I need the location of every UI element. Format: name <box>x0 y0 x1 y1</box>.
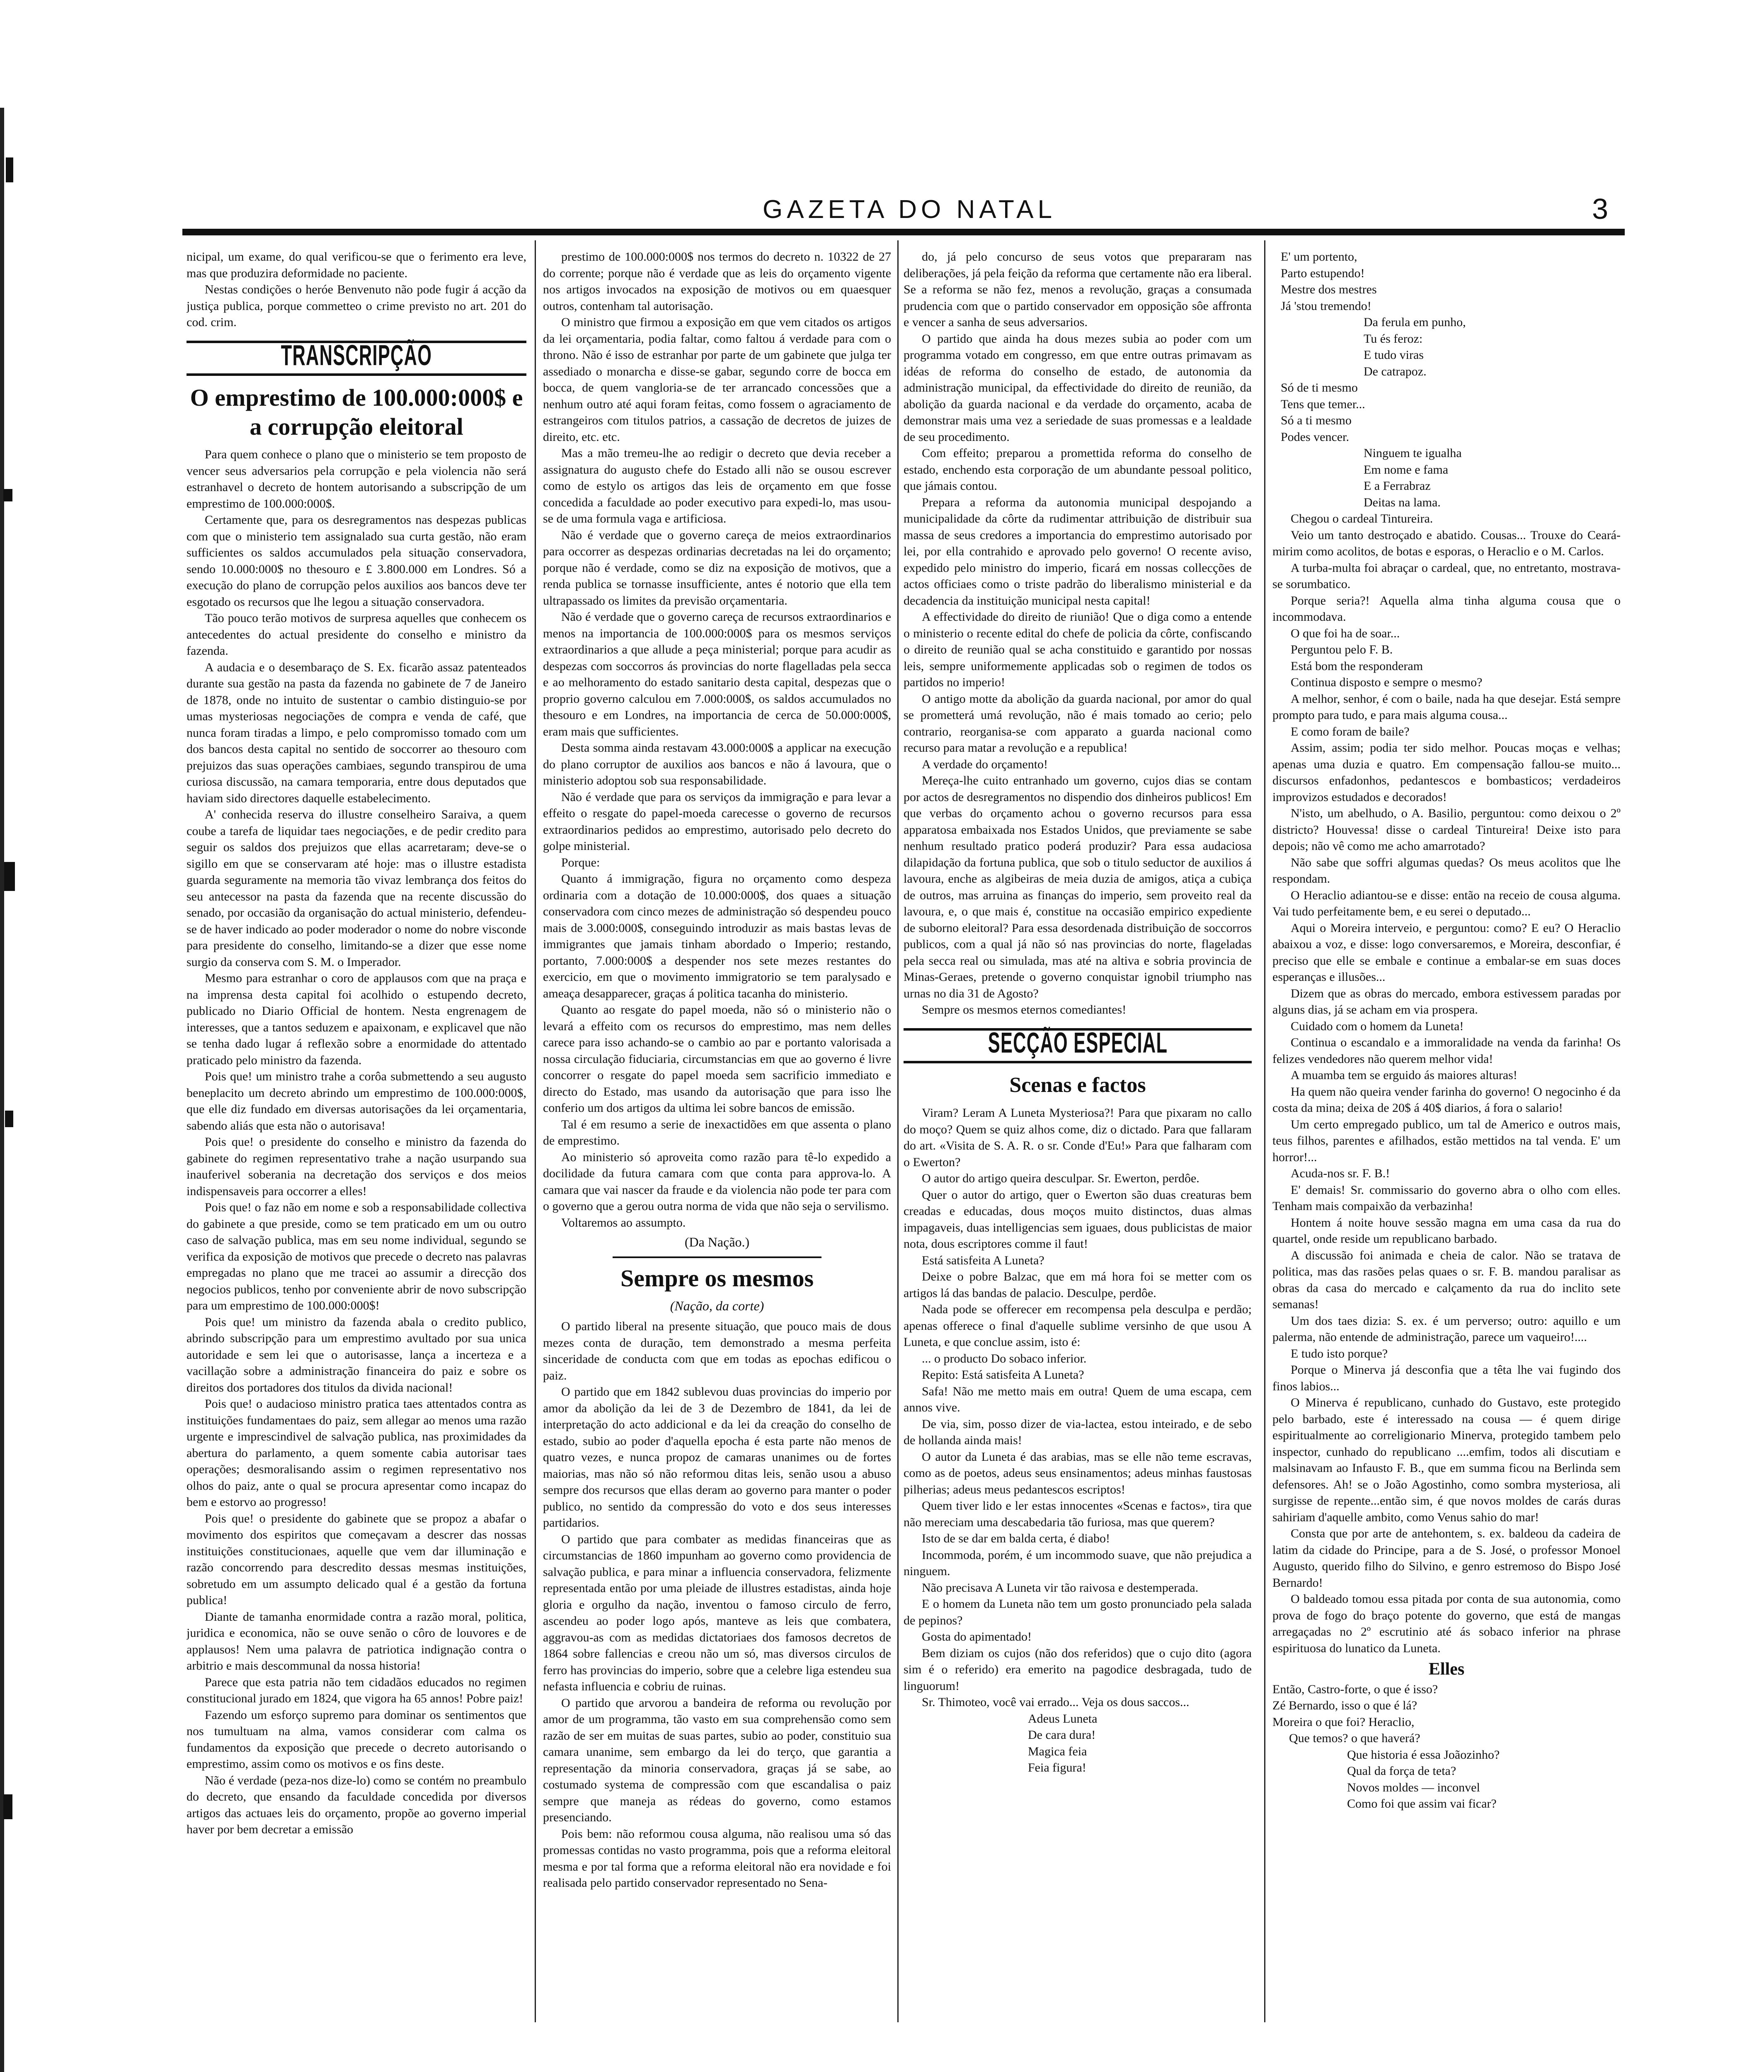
paragraph: Quanto á immigração, figura no orçamento como despeza ordinaria com a dotação de 10.000:000$, dos quaes a situação conservadora com cinco mezes de administração só despendeu pouco mais de 3.000:000$, conseguindo introduzir as mais bastas levas de immigrantes que jamais tinham abordado o Imperio; restando, portanto, 7.000:000$ a despender nos sete mezes restantes do exercicio, em que o movimento immigratorio se tem paralysado e ameaça desapparecer, graças á politica tacanha do ministerio. <box>543 872 891 1000</box>
column-separator <box>897 240 899 2022</box>
page-number: 3 <box>1592 193 1608 225</box>
paragraph: Deixe o pobre Balzac, que em má hora foi se metter com os artigos lá das bandas de palacio. Desculpe, perdôe. <box>904 1270 1252 1300</box>
paragraph: Não é verdade que o governo careça de meios extraordinarios para occorrer as despezas ordinarias decretadas na lei do orçamento; porque não é verdade, como se diz na exposição de motivos, que a renda publica se tornasse insufficiente, antes é notorio que ella tem ultrapassado os limites da previsão orçamentaria. <box>543 528 891 608</box>
paragraph: Não é verdade (peza-nos dize-lo) como se contém no preambulo do decreto, que ensando da faculdade concedida por diversos artigos das actuaes leis do orçamento, propõe ao governo imperial haver por bem decretar a emissão <box>187 1773 526 1836</box>
paragraph: Hontem á noite houve sessão magna em uma casa da rua do quartel, onde reside um republicano barbado. <box>1272 1215 1621 1246</box>
verse-line: Como foi que assim vai ficar? <box>1347 1797 1497 1811</box>
paragraph: Acuda-nos sr. F. B.! <box>1291 1167 1390 1180</box>
paragraph: Não sabe que soffri algumas quedas? Os meus acolitos que lhe respondam. <box>1272 855 1621 886</box>
verse-line: Feia figura! <box>1028 1761 1086 1774</box>
paragraph: Continua o escandalo e a immoralidade na venda da farinha! Os felizes vendedores não querem melhor vida! <box>1272 1036 1621 1066</box>
paragraph: Não é verdade que para os serviços da immigração e para levar a effeito o resgate do papel-moeda carecesse o governo de recursos extraordinarios pedidos ao emprestimo, autorisado pelo decreto do golpe ministerial. <box>543 790 891 853</box>
verse-block <box>1272 1681 1621 1812</box>
paragraph: O ministro que firmou a exposição em que vem citados os artigos da lei orçamentaria, podia faltar, como faltou á verdade para com o throno. Não é isso de estranhar por parte de um gabinete que julga ter assediado o monarcha e disse-se gabar, segundo corre de bocca em bocca, de quem vangloria-se de ter arrancado concessões que a nenhum outro até aqui foram feitas, como fossem o agraciamento de estrangeiros com titulos patrios, a cassação de decretos de juizes de direito, etc. etc. <box>543 315 891 444</box>
verse-line: Só a ti mesmo <box>1281 414 1352 427</box>
paragraph: E tudo isto porque? <box>1291 1346 1388 1360</box>
paragraph: Está satisfeita A Luneta? <box>922 1253 1044 1267</box>
paragraph: Mesmo para estranhar o coro de applausos com que na praça e na imprensa desta capital foi acolhido o estupendo decreto, publicado no Diario Official de hontem. Nesta engrenagem de interesses, que a tantos seduzem e apaixonam, e explicavel que não se tenha dado lugar á reflexão sobre a enormidade do attentado praticado pelo ministro da fazenda. <box>187 971 526 1067</box>
verse-line: Zé Bernardo, isso o que é lá? <box>1272 1699 1418 1712</box>
paragraph: Porque: <box>561 855 600 869</box>
paragraph: Pois que! o faz não em nome e sob a responsabilidade collectiva do gabinete a que preside, como se tem praticado em um ou outro caso de salvação publica, mas em seu nome individual, segundo se verifica da exposição de motivos que precede o decreto nas palavras empregadas no plano que me tracei ao assumir a direcção dos negocios publicos, tenho por conveniente abrir de novo subscripção para um emprestimo de 100.000:000$! <box>187 1201 526 1312</box>
paragraph: Mereça-lhe cuito entranhado um governo, cujos dias se contam por actos de desregramentos no dispendio dos dinheiros publicos! Em que verbas do orçamento achou o governo recursos para essa apparatosa embaixada nos Estados Unidos, que previamente se sabe nenhum resultado pratico poderá produzir? Para essa audaciosa dilapidação da fortuna publica, que sob o titulo seductor de auxilios á lavoura, enche as algibeiras de meia duzia de amigos, atiça a cubiça de outros, mas arruina as finanças do imperio, sem proveito real da lavoura, e, o que mais é, constitue na occasião empirico expediente de suborno eleitoral? Para essa desordenada distribuição de soccorros publicos, com a qual já não só nas provincias do norte, flageladas pela secca real ou simulada, mas até na altiva e sobria provincia de Minas-Geraes, pretende o governo conquistar ignobil triumpho nas urnas no dia 31 de Agosto? <box>904 774 1252 1000</box>
article-title: O emprestimo de 100.000:000$ e a corrupção eleitoral <box>190 384 523 440</box>
paragraph: Para quem conhece o plano que o ministerio se tem proposto de vencer seus adversarios pela corrupção e pela violencia não será estranhavel o decreto de hontem autorisando a subscripção de um emprestimo de 100.000:000$. <box>187 448 526 511</box>
column-separator <box>1264 240 1265 2022</box>
paragraph: Pois que! o presidente do conselho e ministro da fazenda do gabinete do regimen representativo trahe a nação usurpando sua inauferivel soberania na decretação dos serviços e dos meios indispensaveis para occorrer a elles! <box>187 1135 526 1198</box>
paragraph: A muamba tem se erguido ás maiores alturas! <box>1291 1068 1517 1082</box>
newspaper-masthead <box>182 195 1625 224</box>
verse-line: De catrapoz. <box>1364 364 1427 378</box>
article-title: Sempre os mesmos <box>620 1264 814 1292</box>
section-title-elles: Elles <box>1428 1660 1465 1679</box>
column-1 <box>187 249 526 2014</box>
paragraph: Ha quem não queira vender farinha do governo! O negocinho é da costa da mina; deixa de 20$ á 40$ diarios, á fora o salario! <box>1272 1084 1621 1115</box>
paragraph: Pois que! o audacioso ministro pratica taes attentados contra as instituições fundamentaes do paiz, sem allegar ao menos uma razão urgente e imprescindivel de salvação publica, nas proximidades da abertura do parlamento, a quem somente cabia autorisar taes operações; desmoralisando assim o regimen representativo nos olhos do paiz, ante o qual se procura apresentar como incapaz do bem e estorvo ao progresso! <box>187 1397 526 1509</box>
paragraph: Porque seria?! Aquella alma tinha alguma cousa que o incommodava. <box>1272 593 1621 624</box>
article-body <box>904 249 1252 1018</box>
paragraph: Sr. Thimoteo, você vai errado... Veja os dous saccos... <box>922 1695 1190 1709</box>
article-body <box>187 446 526 1838</box>
section-header-transcripcao <box>187 341 526 376</box>
paragraph: O Heraclio adiantou-se e disse: então na receio de cousa alguma. Vai tudo perfeitamente bem, e eu serei o deputado... <box>1272 888 1621 918</box>
paragraph: Quer o autor do artigo, quer o Ewerton são duas creaturas bem creadas e educadas, dous moços muito distinctos, duas almas impagaveis, duas intelligencias sem iguaes, dous publicistas de maior nota, dous escriptores comme il faut! <box>904 1188 1252 1251</box>
paragraph: Porque o Minerva já desconfia que a têta lhe vai fugindo dos finos labios... <box>1272 1363 1621 1393</box>
paragraph: O Minerva é republicano, cunhado do Gustavo, este protegido pelo barbado, este é interessado na cousa — é quem dirige espiritualmente ao correligionario Minerva, protegido tambem pelo inspector, cunhado do republicano ....emfim, todos ali discutiam e malsinavam ao Infausto F. B., que em summa ficou na Berlinda sem defensores. Ah! se o João Agostinho, como sombra mysteriosa, ali surgisse de repente...então sim, é que novos moldes de carás duras sahiriam d'aquelle ambito, como Venus sahio do mar! <box>1272 1396 1621 1524</box>
paragraph: do, já pelo concurso de seus votos que prepararam nas deliberações, já pela feição da reforma que certamente não era liberal. Se a reforma se não fez, menos a revolução, graças a consumada prudencia com que o partido conservador em opposição sôe affronta e vencer a sanha de seus adversarios. <box>904 250 1252 329</box>
verse-line: Então, Castro-forte, o que é isso? <box>1272 1682 1438 1696</box>
verse-line: Que temos? o que haverá? <box>1289 1731 1420 1745</box>
divider <box>613 1256 821 1258</box>
article-title: Scenas e factos <box>1009 1073 1146 1097</box>
paragraph: De via, sim, posso dizer de via-lactea, estou inteirado, e de sebo de hollanda ainda mais! <box>904 1417 1252 1447</box>
paragraph: Chegou o cardeal Tintureira. <box>1291 512 1433 525</box>
column-3 <box>904 249 1252 2014</box>
verse-line: Ninguem te igualha <box>1364 446 1462 460</box>
section-header-seccao-especial <box>904 1028 1252 1064</box>
verse-line: E tudo viras <box>1364 348 1424 362</box>
verse-line: Parto estupendo! <box>1281 266 1365 280</box>
paragraph: O partido que ainda ha dous mezes subia ao poder com um programma votado em congresso, em que entre outras primavam as idéas de reforma do conselho de estado, de autonomia da administração municipal, da effectividade do direito de reunião, da abolição da guarda nacional e da verdade do orçamento, acaba de demonstrar mais uma vez a seriedade de suas promessas e a lealdade de seu procedimento. <box>904 332 1252 444</box>
section-label: TRANSCRIPÇÃO <box>281 339 432 371</box>
verse-line: Qual da força de teta? <box>1347 1764 1456 1778</box>
verse-line: Que historia é essa Joãozinho? <box>1347 1748 1500 1762</box>
paragraph: prestimo de 100.000:000$ nos termos do decreto n. 10322 de 27 do corrente; porque não é verdade que as leis do orçamento vigente nos artigos invocados na exposição de motivos ou em quaesquer outros, contenham tal autorisação. <box>543 250 891 313</box>
paragraph: Assim, assim; podia ter sido melhor. Poucas moças e velhas; apenas uma duzia e quatro. Em compensação fallou-se muito... discursos enfadonhos, pedantescos e bombasticos; verdadeiros improvizos estudados e decorados! <box>1272 741 1621 804</box>
paragraph: A audacia e o desembaraço de S. Ex. ficarão assaz patenteados durante sua gestão na pasta da fazenda no gabinete de 7 de Janeiro de 1878, onde no intuito de sustentar o cambio distinguio-se por umas mysteriosas negociações de compra e venda de café, que nunca foram tiradas a limpo, e pelo compromisso tomado com um dos bancos desta capital no sentido de soccorrer ao thesouro com prejuizos das suas operações cambiaes, segundo transpirou de uma curiosa discussão, na camara temporaria, entre dous deputados que haviam sido directores daquelle estabelecimento. <box>187 660 526 805</box>
paragraph: Parece que esta patria não tem cidadãos educados no regimen constitucional jurado em 1824, que vigora ha 65 annos! Pobre paiz! <box>187 1675 526 1705</box>
paragraph: O partido liberal na presente situação, que pouco mais de dous mezes conta de duração, tem demonstrado a mesma perfeita sinceridade de conducta com que em todas as epochas edificou o paiz. <box>543 1319 891 1382</box>
paragraph: O partido que em 1842 sublevou duas provincias do imperio por amor da abolição da lei de 3 de Dezembro de 1841, da lei de interpretação do acto addicional e da lei da creação do conselho de estado, subio ao poder d'aquella epocha é esta parte não menos de quatro vezes, e nunca propoz de camaras unanimes ou de fortes maiorias, mas não só não reformou ditas leis, senão usou a abuso sempre dos recursos que ellas deram ao governo para manter o poder publico, no sentido da compressão do voto e dos seus interesses partidarios. <box>543 1385 891 1530</box>
verse-line: Magica feia <box>1028 1744 1087 1758</box>
paragraph: N'isto, um abelhudo, o A. Basilio, perguntou: como deixou o 2º districto? Houvessa! disse o cardeal Tintureira! Deixe isto para depois; não vê como me acho amarrotado? <box>1272 806 1621 853</box>
column-4 <box>1272 249 1621 2014</box>
paragraph: Fazendo um esforço supremo para dominar os sentimentos que nos tumultuam na alma, vamos considerar com calma os fundamentos da exposição que precede o decreto autorisando o emprestimo, assim como os motivos e os fins deste. <box>187 1708 526 1771</box>
paragraph: Tão pouco terão motivos de surpresa aquelles que conhecem os antecedentes do actual presidente do conselho e ministro da fazenda. <box>187 611 526 658</box>
verse-line: Mestre dos mestres <box>1281 283 1377 296</box>
article-body <box>543 249 891 1231</box>
paragraph: Diante de tamanha enormidade contra a razão moral, politica, juridica e economica, não se ouve senão o côro de louvores e de applausos! Nem uma palavra de patriotica indignação contra o arbitrio e mais descommunal da nossa historia! <box>187 1610 526 1673</box>
paragraph: Pois que! um ministro trahe a corôa submettendo a seu augusto beneplacito um decreto abrindo um emprestimo de 100.000:000$, que elle diz fundado em diversas autorisações da lei orçamentaria, sabendo aliás que esta não o autorisava! <box>187 1070 526 1133</box>
paragraph: A verdade do orçamento! <box>922 757 1048 771</box>
column-separator <box>535 240 536 2022</box>
article-body <box>543 1318 891 1891</box>
verse-line: Deitas na lama. <box>1364 495 1441 509</box>
verse-line: Tu és feroz: <box>1364 332 1423 346</box>
article-subtitle: (Nação, da corte) <box>670 1298 764 1313</box>
paragraph: Pois bem: não reformou cousa alguma, não realisou uma só das promessas contidas no vasto programma, pois que a reforma eleitoral mesma e por tal forma que a reforma eleitoral não era novidade e foi realisada pelo partido conservador representado no Sena- <box>543 1827 891 1890</box>
verse-line: Tens que temer... <box>1281 397 1365 411</box>
paragraph: Está bom the responderam <box>1291 659 1423 673</box>
paragraph: nicipal, um exame, do qual verificou-se que o ferimento era leve, mas que produzira deformidade no paciente. <box>187 250 526 280</box>
verse-line: Já 'stou tremendo! <box>1281 299 1371 313</box>
paragraph: Mas a mão tremeu-lhe ao redigir o decreto que devia receber a assignatura do augusto chefe do Estado alli não se ousou escrever como de estylo os artigos das leis de orçamento em que fosse concedida a faculdade ao poder executivo para expedi-lo, mas usou-se de uma formula vaga e artificiosa. <box>543 446 891 525</box>
paragraph: Aqui o Moreira interveio, e perguntou: como? E eu? O Heraclio abaixou a voz, e disse: logo conversaremos, e Moreira, desconfiar, é preciso que elle se embale e continue a embalar-se em suas doces esperanças e illusões... <box>1272 921 1621 984</box>
verse-line: Só de ti mesmo <box>1281 381 1358 395</box>
paragraph: E como foram de baile? <box>1291 724 1410 738</box>
paragraph: E' demais! Sr. commissario do governo abra o olho com elles. Tenham mais compaixão da verbazinha! <box>1272 1183 1621 1213</box>
paragraph: Desta somma ainda restavam 43.000:000$ a applicar na execução do plano corruptor de auxilios aos bancos e não á lavoura, que o ministerio adoptou sob sua responsabilidade. <box>543 741 891 787</box>
paragraph: Um dos taes dizia: S. ex. é um perverso; outro: aquillo e um palerma, não entende de administração, parece um vaqueiro!.... <box>1272 1314 1621 1344</box>
paragraph: Safa! Não me metto mais em outra! Quem de uma escapa, cem annos vive. <box>904 1384 1252 1414</box>
paragraph: Veio um tanto destroçado e abatido. Cousas... Trouxe do Ceará-mirim como acolitos, de botas e esporas, o Heraclio e o M. Carlos. <box>1272 528 1621 558</box>
paragraph: Certamente que, para os desregramentos nas despezas publicas com que o ministerio tem assignalado sua curta gestão, não eram sufficientes os saldos accumulados pela situação conservadora, sendo 10.000:000$ no thesouro e £ 3.800.000 em Londres. Só a execução do plano de corrupção pelos auxilios aos bancos deve ter esgotado os recursos que lhe legou a situação conservadora. <box>187 513 526 609</box>
paragraph: Viram? Leram A Luneta Mysteriosa?! Para que pixaram no callo do moço? Quem se quiz alhos come, diz o dictado. Para que fallaram do art. «Visita de S. A. R. o sr. Conde d'Eu!» Para que falharam com o Ewerton? <box>904 1106 1252 1169</box>
paragraph: Isto de se dar em balda certa, é diabo! <box>922 1532 1110 1545</box>
paragraph: Não precisava A Luneta vir tão raivosa e destemperada. <box>922 1581 1199 1595</box>
farewell-verse <box>1028 1711 1252 1776</box>
paragraph: Pois que! o presidente do gabinete que se propoz a abafar o movimento dos espiritos que começavam a descrer das nossas instituições constitucionaes, aquelle que vem dar illuminação e razão concorrendo para descredito dessas mesmas instituições, sobretudo em um assumpto delicado qual é a gestão da fortuna publica! <box>187 1511 526 1607</box>
paragraph: Consta que por arte de antehontem, s. ex. baldeou da cadeira de latim da cidade do Principe, para a de S. José, o professor Monoel Augusto, querido filho do Silvino, e genro estremoso do Bispo José Bernardo! <box>1272 1527 1621 1590</box>
verse-line: Da ferula em punho, <box>1364 315 1466 329</box>
paragraph: O baldeado tomou essa pitada por conta de sua autonomia, como prova de fogo do braço potente do governo, que está de mangas arregaçadas no 2º escrutinio até ás sobaco inferior na phrase espirituosa do lunatico da Luneta. <box>1272 1592 1621 1655</box>
paragraph: A melhor, senhor, é com o baile, nada ha que desejar. Está sempre prompto para tudo, e para mais alguma cousa... <box>1272 692 1621 722</box>
masthead-rule <box>182 229 1625 235</box>
paragraph: Gosta do apimentado! <box>922 1630 1032 1644</box>
section-label: SECÇÃO ESPECIAL <box>988 1026 1168 1059</box>
article-body <box>904 1105 1252 1711</box>
verse-line: De cara dura! <box>1028 1728 1096 1742</box>
paragraph: Repito: Está satisfeita A Luneta? <box>922 1368 1084 1382</box>
scan-binding-edge <box>0 0 29 2072</box>
article-body <box>1272 511 1621 1656</box>
paragraph: E o homem da Luneta não tem um gosto pronunciado pela salada de pepinos? <box>904 1597 1252 1627</box>
paragraph: Não é verdade que o governo careça de recursos extraordinarios e menos na importancia de 100.000:000$ para os mesmos serviços extraordinarios a que allude a peça ministerial; porque para acudir as despezas com soccorros ás provincias do norte flagelladas pela secca e ao melhoramento do estado sanitario desta capital, despezas que o proprio governo calculou em 7.000:000$, os saldos accumulados no thesouro e em Londres, na importancia de cerca de 50.000:000$, eram mais que sufficientes. <box>543 610 891 738</box>
verse-line: Moreira o que foi? Heraclio, <box>1272 1715 1415 1729</box>
verse-line: Adeus Luneta <box>1028 1711 1098 1726</box>
paragraph: Quem tiver lido e ler estas innocentes «Scenas e factos», tira que não mereciam uma descabedaria tão furiosa, mas que querem? <box>904 1499 1252 1529</box>
column-2 <box>543 249 891 2014</box>
paragraph: O antigo motte da abolição da guarda nacional, por amor do qual se prometterá umá revolução, não é mais tomado ao cerio; pelo contrario, reorganisa-se com apparato a guarda nacional como recurso para matar a revolução e a republica! <box>904 692 1252 755</box>
paragraph: Com effeito; preparou a promettida reforma do conselho de estado, enchendo esta corporação de um abundante pessoal politico, que jámais contou. <box>904 446 1252 493</box>
paragraph: Incommoda, porém, é um incommodo suave, que não prejudica a ninguem. <box>904 1548 1252 1578</box>
verse-block <box>1272 249 1621 511</box>
paragraph: O autor do artigo queira desculpar. Sr. Ewerton, perdôe. <box>922 1172 1199 1185</box>
verse-line: Novos moldes — inconvel <box>1347 1780 1480 1794</box>
paragraph: Quanto ao resgate do papel moeda, não só o ministerio não o levará a effeito com os recursos do emprestimo, mas nem delles carece para isso achando-se o cambio ao par e portanto valorisada a nossa circulação fiduciaria, circumstancias em que ao governo é livre concorrer o resgate do papel moeda sem sacrificio immediato e directo do Estado, mas usando da autorisação que para isso lhe conferio um dos artigos da ultima lei sobre bancos de emissão. <box>543 1003 891 1115</box>
paragraph: A discussão foi animada e cheia de calor. Não se tratava de politica, mas das rasões pelas quaes o sr. F. B. mandou paralisar as obras da casa do mercado e calçamento da rua do inclito sete semanas! <box>1272 1248 1621 1311</box>
paragraph: A effectividade do direito de riunião! Que o diga como a entende o ministerio o recente edital do chefe de policia da côrte, confiscando o direito de reunião qual se acha constituido e garantido por nossas leis, sempre uniformemente applicadas sob o regimen de todos os partidos no imperio! <box>904 610 1252 689</box>
paragraph: Nada pode se offerecer em recompensa pela desculpa e perdão; apenas offerece o final d'aquelle sublime versinho de que usou A Luneta, e que conclue assim, isto é: <box>904 1302 1252 1349</box>
paragraph: Ao ministerio só aproveita como razão para tê-lo expedido a docilidade da futura camara com que conta para approva-lo. A camara que vai nascer da fraude e da violencia não pode ter para com o governo que a gerou outra norma de vida que não seja o servilismo. <box>543 1150 891 1213</box>
paragraph: O partido que para combater as medidas financeiras que as circumstancias de 1860 impunham ao governo como providencia de salvação publica, e para minar a influencia conservadora, felizmente representada então por uma pleiade de illustres estadistas, ainda hoje gloria e orgulho da nação, inventou o famoso circulo de ferro, ascendeu ao poder logo após, manteve as leis que combatera, aggravou-as com as medidas dictatoriaes dos famosos decretos de 1864 sobre fallencias e creou não um só, mas diversos circulos de ferro has provincias do imperio, sobre que a celebre liga estendeu sua nefasta influencia e cobriu de ruinas. <box>543 1532 891 1693</box>
verse-line: Em nome e fama <box>1364 462 1449 477</box>
verse-line: E a Ferrabraz <box>1364 479 1431 493</box>
paragraph: Continua disposto e sempre o mesmo? <box>1291 675 1483 689</box>
paragraph: ... o producto Do sobaco inferior. <box>922 1351 1087 1365</box>
paragraph: Sempre os mesmos eternos comediantes! <box>922 1003 1127 1017</box>
paragraph: O autor da Luneta é das arabias, mas se elle não teme escravas, como as de poetos, adeus seus ensinamentos; adeus minhas faustosas pilherias; adeus meus pedantescos escriptos! <box>904 1450 1252 1496</box>
paragraph: A' conhecida reserva do illustre conselheiro Saraiva, a quem coube a tarefa de liquidar taes negociações, e de pedir credito para seguir os saldos dos prejuizos que ellas acarretaram; deve-se o sigillo em que se conservaram até hoje: mas o illustre estadista guarda seguramente na memoria tão vivaz lembrança dos feitos do seu antecessor na pasta da fazenda que na recente discussão do senado, por occasião da organisação do actual ministerio, defendeu-se de haver indicado ao poder moderador o nome do nobre visconde para presidente do conselho, limitando-se a dizer que esse nome surgio da conserva com S. M. o Imperador. <box>187 808 526 969</box>
paragraph: O que foi ha de soar... <box>1291 626 1400 640</box>
newspaper-title: GAZETA DO NATAL <box>763 195 1056 224</box>
paragraph: O partido que arvorou a bandeira de reforma ou revolução por amor de um programma, tão vasto em sua comprehensão como sem razão de ser em muitas de suas partes, subio ao poder, constituio sua camara unanime, sem embargo da lei do terço, que garantia a representação da minoria conservadora, graças já se sabe, ao costumado systema de compressão com que escandalisa o paiz sempre que maneja as rédeas do governo, como estamos presenciando. <box>543 1696 891 1824</box>
paragraph: Perguntou pelo F. B. <box>1291 643 1393 656</box>
verse-line: E' um portento, <box>1281 250 1357 264</box>
verse-line: Podes vencer. <box>1281 430 1349 444</box>
paragraph: Prepara a reforma da autonomia municipal despojando a municipalidade da côrte da rudimentar attribuição de distribuir sua massa de seus credores a importancia do emprestimo autorisado por lei, por ella contrahido e aprovado pelo governo! O recente aviso, expedido pelo ministro do imperio, ficará em nossas collecções de actos officiaes como o triste padrão do liberalismo ministerial e da decadencia da instituição municipal nesta capital! <box>904 495 1252 608</box>
paragraph: Nestas condições o heróe Benvenuto não pode fugir á acção da justiça publica, porque commetteo o crime previsto no art. 201 do cod. crim. <box>187 283 526 329</box>
article-source: (Da Nação.) <box>684 1234 750 1249</box>
paragraph: Voltaremos ao assumpto. <box>561 1215 686 1230</box>
paragraph: Cuidado com o homem da Luneta! <box>1291 1019 1464 1033</box>
paragraph: Dizem que as obras do mercado, embora estivessem paradas por alguns dias, já se acham em via prospera. <box>1272 986 1621 1017</box>
paragraph: Pois que! um ministro da fazenda abala o credito publico, abrindo subscripção para um emprestimo avultado por sua unica autoridade e sem lei que o autorisasse, lança a incerteza e a vacillação sobre a administração financeira do paiz e sobre os direitos dos portadores dos titulos da divida nacional! <box>187 1315 526 1394</box>
paragraph: A turba-multa foi abraçar o cardeal, que, no entretanto, mostrava-se sorumbatico. <box>1272 561 1621 591</box>
paragraph: Um certo empregado publico, um tal de Americo e outros mais, teus filhos, parentes e afilhados, estão mettidos na tal venda. E' um horror!... <box>1272 1117 1621 1164</box>
paragraph: Tal é em resumo a serie de inexactidões em que assenta o plano de emprestimo. <box>543 1117 891 1147</box>
paragraph: Bem diziam os cujos (não dos referidos) que o cujo dito (agora sim é o referido) era emerito na pagodice desbragada, tudo de linguorum! <box>904 1646 1252 1693</box>
